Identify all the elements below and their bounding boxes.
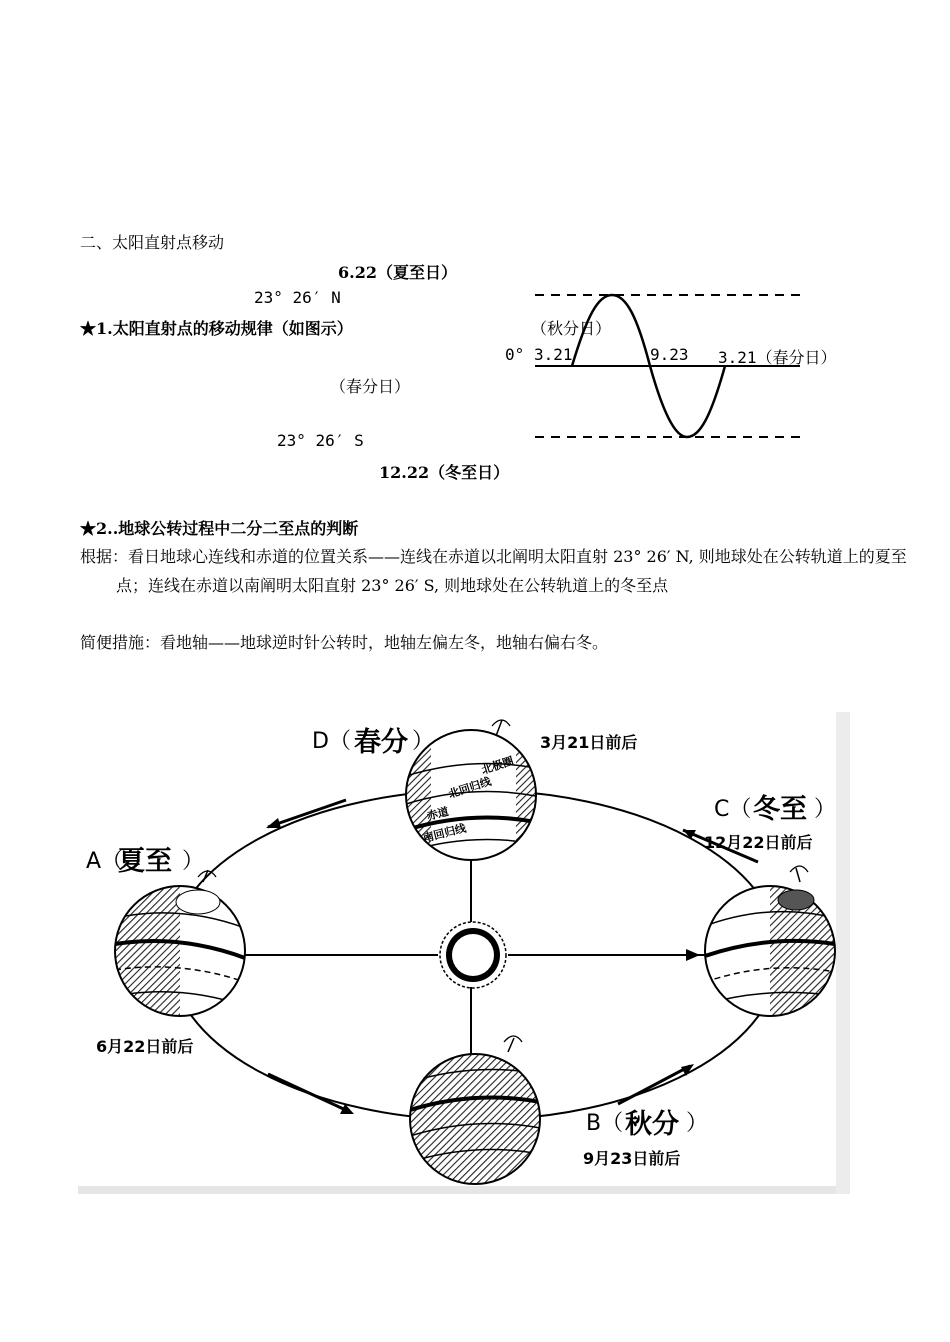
globe-d-equator-label: 赤道 (425, 804, 451, 823)
label-a-date: 6月22日前后 (96, 1037, 194, 1056)
label-c-date: 12月22日前后 (704, 833, 813, 852)
label-a-suffix: ） (182, 849, 205, 874)
north-latitude-label: 23° 26′ N (254, 288, 341, 307)
item1-title: ★1.太阳直射点的移动规律（如图示） (80, 319, 353, 338)
globe-d-tropic-s-label: 南回归线 (421, 821, 468, 845)
item2-basis-paragraph: 根据：看日地球心连线和赤道的位置关系——连线在赤道以北阐明太阳直射 23° 26′ N, 则地球处在公转轨道上的夏至点；连线在赤道以南阐明太阳直射 23° 26′ S, 则地球处在公转轨道上的冬至点 (80, 547, 907, 595)
summer-solstice-date: 6.22（夏至日） (338, 263, 457, 282)
label-b-suffix: ） (686, 1111, 709, 1136)
label-d-prefix: D（ (312, 729, 351, 754)
label-c-term: 冬至 (753, 794, 807, 825)
winter-solstice-date: 12.22（冬至日） (379, 463, 510, 482)
label-d-date: 3月21日前后 (540, 733, 638, 752)
section-heading: 二、太阳直射点移动 (80, 233, 225, 252)
label-b-term: 秋分 (625, 1109, 679, 1140)
label-a-prefix: A（ (86, 849, 124, 874)
label-c-prefix: C（ (714, 797, 752, 822)
item2-shortcut-paragraph: 简便措施：看地轴——地球逆时针公转时，地轴左偏左冬，地轴右偏右冬。 (80, 633, 609, 652)
south-latitude-label: 23° 26′ S (277, 431, 364, 450)
spring-equinox-label: （春分日） (330, 377, 411, 396)
label-d-suffix: ） (412, 729, 435, 754)
label-b-date: 9月23日前后 (583, 1149, 681, 1168)
label-a-term: 夏至 (118, 846, 172, 877)
item2-title: ★2..地球公转过程中二分二至点的判断 (80, 519, 359, 538)
label-c-suffix: ） (814, 797, 837, 822)
tick-label-3-21-spring: 3.21（春分日） (718, 348, 837, 367)
autumn-equinox-label: （秋分日） (531, 319, 612, 338)
globe-d-tropic-n-label: 北回归线 (446, 774, 493, 801)
globe-d-arctic-circle-label: 北极圈 (479, 754, 516, 777)
scan-border-bottom (78, 1186, 850, 1194)
tick-label-3-21: 3.21 (534, 345, 573, 364)
scan-border-right (836, 712, 850, 1194)
tick-label-9-23: 9.23 (650, 345, 689, 364)
label-b-prefix: B（ (586, 1111, 624, 1136)
zero-degree-label: 0° (505, 345, 525, 364)
label-d-term: 春分 (354, 727, 408, 758)
earth-orbit-diagram (78, 712, 850, 1194)
